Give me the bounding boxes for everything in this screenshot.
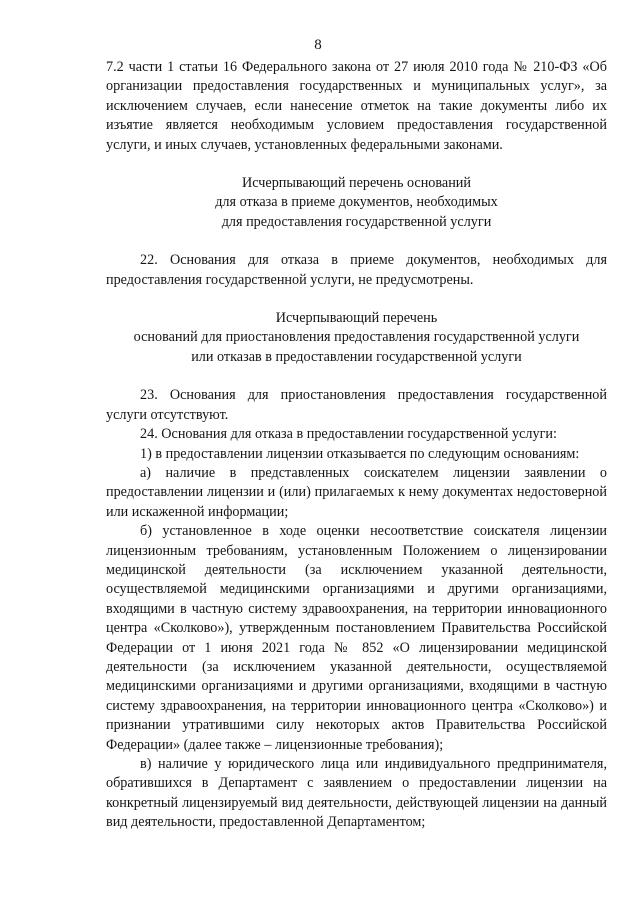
paragraph-23: 23. Основания для приостановления предоставления государственной услуги отсутствуют. (106, 387, 607, 423)
paragraph-24: 24. Основания для отказа в предоставлении государственной услуги: (140, 426, 557, 443)
section-heading-suspension-line-3: или отказав в предоставлении государственной услуги (191, 348, 522, 365)
paragraph-22: 22. Основания для отказа в приеме документов, необходимых для предоставления государственной услуги, не предусмотрены. (106, 252, 607, 288)
document-body (106, 58, 607, 833)
section-heading-refusal-documents-line-2: для отказа в приеме документов, необходимых (215, 194, 498, 211)
section-heading-refusal-documents-line-3: для предоставления государственной услуги (221, 213, 492, 230)
list-item-1: 1) в предоставлении лицензии отказывается по следующим основаниям: (140, 445, 580, 462)
section-heading-suspension-line-1: Исчерпывающий перечень (275, 310, 438, 327)
list-item-a: а) наличие в представленных соискателем лицензии заявлении о предоставлении лицензии и (или) прилагаемых к нему документах недостоверной или искаженной информации; (106, 464, 607, 520)
section-heading-suspension-line-2: оснований для приостановления предоставления государственной услуги (133, 329, 580, 346)
section-heading-refusal-documents-line-1: Исчерпывающий перечень оснований (242, 175, 471, 192)
continuation-paragraph: 7.2 части 1 статьи 16 Федерального закона от 27 июля 2010 года № 210-ФЗ «Об организации предоставления государственных и муниципальных услуг», за исключением случаев, если нанесение отметок на такие документы либо их изъятие является необходимым условием предоставления государственной услуги, и иных случаев, установленных федеральными законами. (106, 59, 607, 153)
list-item-b: б) установленное в ходе оценки несоответствие соискателя лицензии лицензионным требованиям, установленным Положением о лицензировании медицинской деятельности (за исключением указанной деятельности, осуществляемой медицинскими организациями и другими организациями, входящими в частную систему здравоохранения, на территории инновационного центра «Сколково»), утвержденным постановлением Правительства Российской Федерации от 1 июня 2021 года № 852 «О лицензировании медицинской деятельности (за исключением указанной деятельности, осуществляемой медицинскими организациями и другими организациями, входящими в частную систему здравоохранения, на территории инновационного центра «Сколково») и признании утратившими силу некоторых актов Правительства Российской Федерации» (далее также – лицензионные требования); (106, 523, 607, 753)
page-number: 8 (314, 37, 322, 53)
list-item-v: в) наличие у юридического лица или индивидуального предпринимателя, обратившихся в Департамент с заявлением о предоставлении лицензии на конкретный лицензируемый вид деятельности, действующей лицензии на данный вид деятельности, предоставленной Департаментом; (106, 756, 607, 831)
